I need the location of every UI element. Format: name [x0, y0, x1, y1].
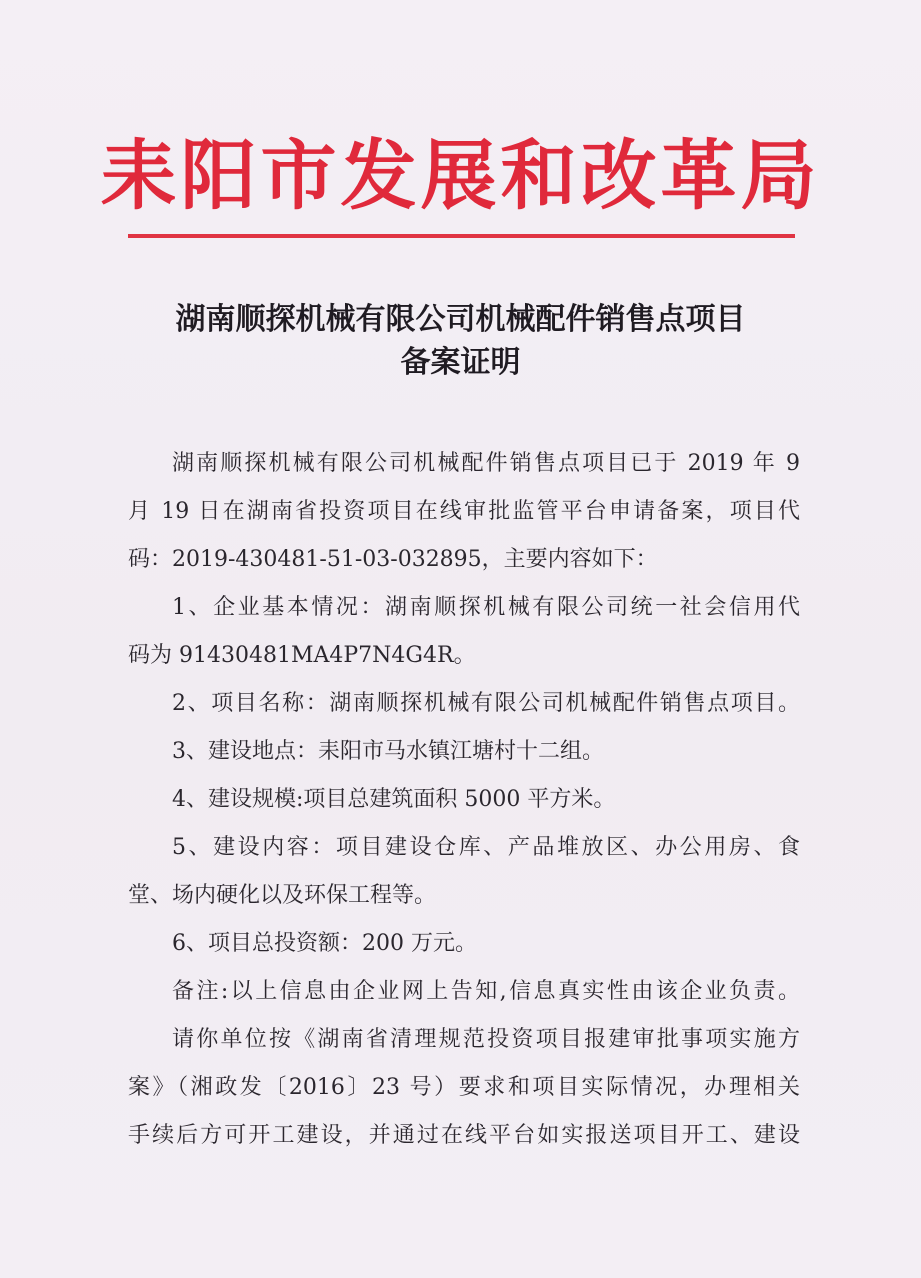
- body-line: 备注:以上信息由企业网上告知,信息真实性由该企业负责。: [172, 979, 800, 1004]
- body-line: 5、建设内容：项目建设仓库、产品堆放区、办公用房、食: [172, 835, 800, 860]
- body-line: 月 19 日在湖南省投资项目在线审批监管平台申请备案，项目代: [128, 499, 800, 524]
- body-line: 码：2019-430481-51-03-032895，主要内容如下：: [128, 547, 658, 572]
- body-line: 4、建设规模:项目总建筑面积 5000 平方米。: [172, 787, 616, 812]
- body-line: 湖南顺探机械有限公司机械配件销售点项目已于 2019 年 9: [172, 451, 800, 476]
- body-line: 码为 91430481MA4P7N4G4R。: [128, 643, 476, 668]
- document-title-line-2: 备案证明: [400, 345, 521, 380]
- body-line: 3、建设地点：耒阳市马水镇江塘村十二组。: [172, 739, 604, 764]
- body-line: 1、企业基本情况：湖南顺探机械有限公司统一社会信用代: [172, 595, 800, 620]
- body-line: 堂、场内硬化以及环保工程等。: [128, 883, 437, 908]
- body-line: 6、项目总投资额：200 万元。: [172, 931, 477, 956]
- document-title-line-1: 湖南顺探机械有限公司机械配件销售点项目: [175, 302, 746, 337]
- body-line: 2、项目名称：湖南顺探机械有限公司机械配件销售点项目。: [172, 691, 800, 716]
- letterhead-red-rule: [128, 234, 795, 238]
- letterhead-org-name: 耒阳市发展和改革局: [100, 131, 821, 220]
- body-line: 请你单位按《湖南省清理规范投资项目报建审批事项实施方: [172, 1027, 800, 1052]
- document-body: [128, 440, 800, 1160]
- body-line: 手续后方可开工建设，并通过在线平台如实报送项目开工、建设: [128, 1123, 800, 1148]
- body-line: 案》（湘政发〔2016〕23 号）要求和项目实际情况，办理相关: [128, 1075, 800, 1100]
